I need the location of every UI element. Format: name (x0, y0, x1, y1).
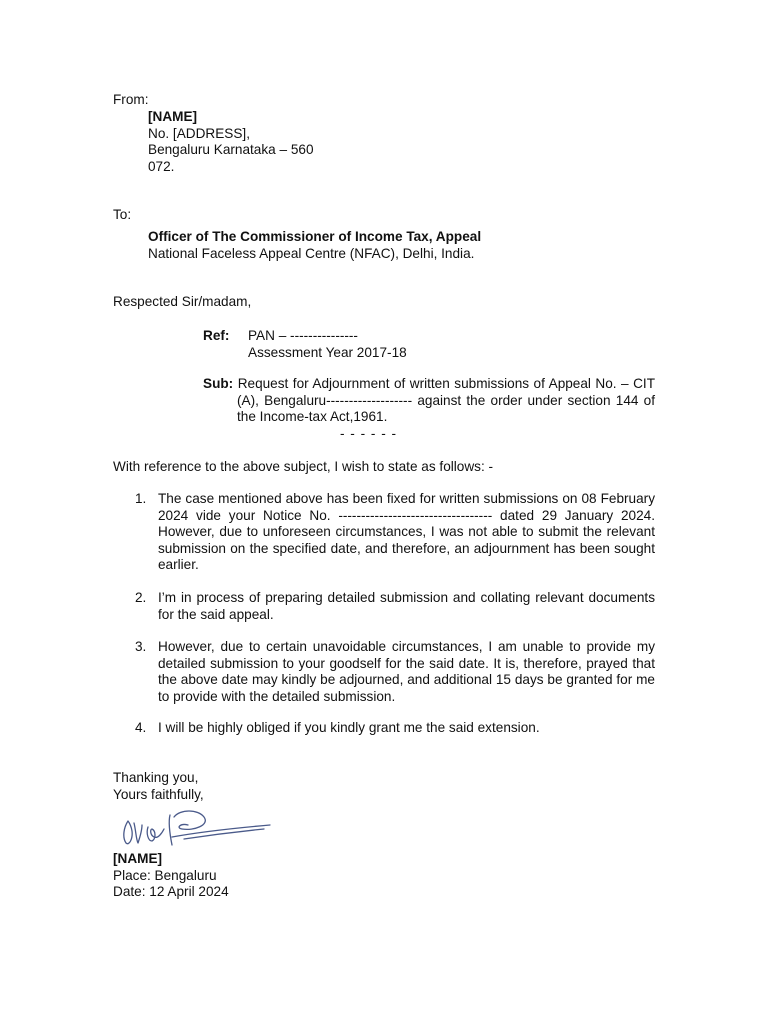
salutation: Respected Sir/madam, (113, 294, 252, 309)
closing-thanks: Thanking you, (113, 770, 199, 785)
list-item (135, 639, 655, 705)
list-item-text: I will be highly obliged if you kindly grant me the said extension. (158, 720, 540, 735)
ref-pan: PAN – --------------- (248, 328, 358, 343)
list-item-number: 1. (135, 491, 147, 506)
list-item (135, 491, 655, 574)
list-item-number: 4. (135, 720, 147, 735)
sender-address-line1: No. [ADDRESS], (148, 125, 250, 141)
signatory (113, 851, 229, 901)
ref-assessment-year: Assessment Year 2017-18 (248, 344, 407, 360)
list-item (135, 590, 655, 623)
list-item-text: However, due to certain unavoidable circumstances, I am unable to provide my detailed submission to your goodself for the said date. It is, therefore, prayed that the above date may kindly be adjourned, and additional 15 days be granted for me to provide with the detailed submission. (158, 639, 655, 704)
from-section (113, 92, 149, 109)
signatory-name: [NAME] (113, 851, 163, 866)
intro-text: With reference to the above subject, I wish to state as follows: - (113, 459, 494, 474)
sender-address (148, 109, 314, 175)
closing-yours: Yours faithfully, (113, 786, 204, 802)
closing (113, 770, 204, 803)
handwritten-signature (114, 803, 274, 853)
subject-text: Request for Adjournment of written submissions of Appeal No. – CIT (A), Bengaluru------------------- against the order under section 144 of the Income-tax Act,1961. (237, 376, 655, 424)
subject-block (203, 376, 655, 426)
recipient-officer: Officer of The Commissioner of Income Tax, Appeal (148, 229, 482, 244)
recipient-centre: National Faceless Appeal Centre (NFAC), Delhi, India. (148, 245, 475, 261)
sender-name: [NAME] (148, 109, 198, 124)
subject-label: Sub: (203, 376, 234, 391)
ref-details (248, 328, 407, 361)
recipient-address (148, 229, 481, 262)
signatory-place: Place: Bengaluru (113, 867, 217, 883)
list-item-text: I’m in process of preparing detailed submission and collating relevant documents for the said appeal. (158, 590, 655, 622)
signatory-date: Date: 12 April 2024 (113, 884, 229, 899)
list-item (135, 720, 655, 737)
from-label: From: (113, 92, 149, 107)
sender-address-line2: Bengaluru Karnataka – 560 (148, 142, 314, 157)
to-label: To: (113, 207, 132, 222)
sender-address-line3: 072. (148, 158, 175, 174)
list-item-number: 2. (135, 590, 147, 605)
list-item-number: 3. (135, 639, 147, 654)
ref-label: Ref: (203, 328, 230, 343)
list-item-text: The case mentioned above has been fixed for written submissions on 08 February 2024 vide your Notice No. ---------------------------------- dated 29 January 2024. However, due to unforeseen circumstances, I was not able to submit the relevant submission on the specified date, and therefore, an adjournment has been sought earlier. (158, 491, 655, 572)
subject-separator: - - - - - - (340, 426, 398, 441)
